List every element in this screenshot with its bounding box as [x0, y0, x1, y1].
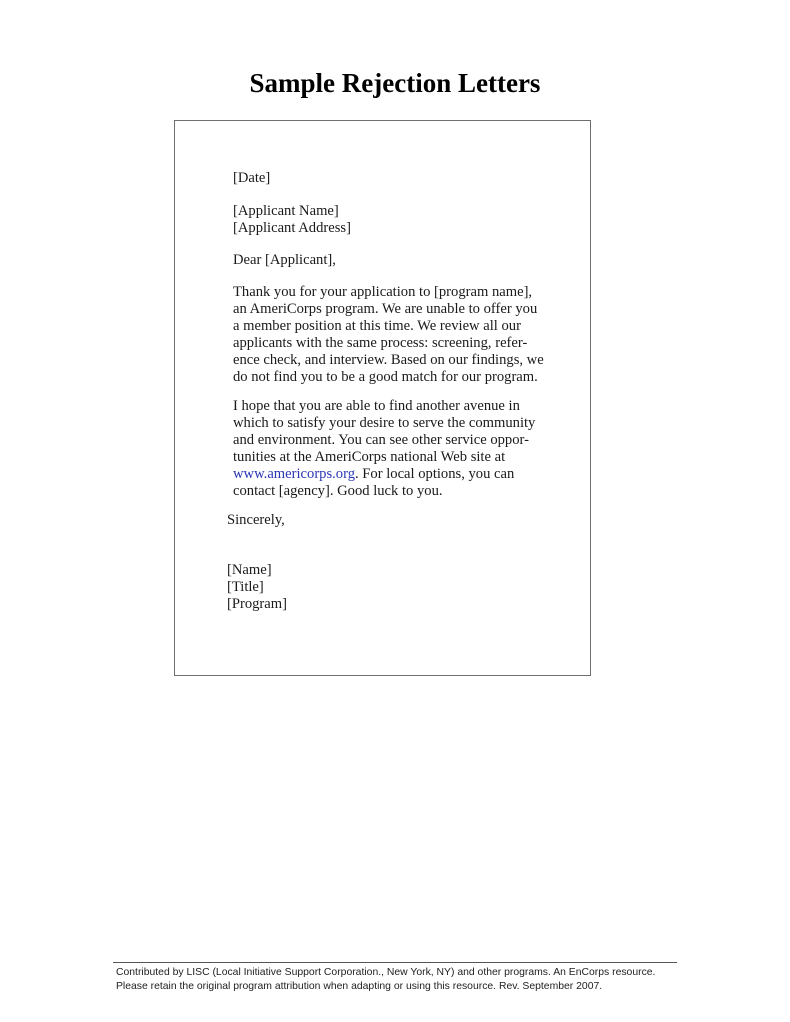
signature-program: [Program] [227, 596, 287, 612]
applicant-name: [Applicant Name] [233, 203, 339, 219]
paragraph-1-line: do not find you to be a good match for our program. [233, 369, 538, 385]
paragraph-2-line: tunities at the AmeriCorps national Web site at [233, 449, 506, 465]
letter-date: [Date] [233, 170, 271, 186]
paragraph-2-line: which to satisfy your desire to serve the community [233, 415, 536, 431]
americorps-link[interactable]: www.americorps.org [233, 466, 355, 482]
paragraph-2 [233, 398, 553, 500]
applicant-address: [Applicant Address] [233, 220, 351, 236]
page-title: Sample Rejection Letters [249, 68, 541, 98]
paragraph-1-line: a member position at this time. We review all our [233, 318, 521, 334]
footer-divider [113, 962, 677, 963]
signature-title: [Title] [227, 579, 264, 595]
footer-line-1: Contributed by LISC (Local Initiative Support Corporation., New York, NY) and other programs. An EnCorps resource. [116, 967, 656, 978]
salutation: Dear [Applicant], [233, 252, 336, 268]
paragraph-1-line: an AmeriCorps program. We are unable to offer you [233, 301, 538, 317]
after-link-text: . For local options, you can [355, 466, 515, 482]
footer [116, 966, 655, 994]
paragraph-1 [233, 284, 553, 386]
footer-line-2: Please retain the original program attribution when adapting or using this resource. Rev. September 2007. [116, 981, 603, 992]
paragraph-2-line: contact [agency]. Good luck to you. [233, 483, 443, 499]
paragraph-2-line-with-link [233, 466, 553, 483]
paragraph-1-line: Thank you for your application to [program name], [233, 284, 533, 300]
paragraph-2-line: and environment. You can see other service oppor- [233, 432, 529, 448]
paragraph-1-line: applicants with the same process: screening, refer- [233, 335, 528, 351]
paragraph-1-line: ence check, and interview. Based on our findings, we [233, 352, 544, 368]
signature-name: [Name] [227, 562, 272, 578]
paragraph-2-line: I hope that you are able to find another avenue in [233, 398, 520, 414]
closing: Sincerely, [227, 512, 285, 528]
